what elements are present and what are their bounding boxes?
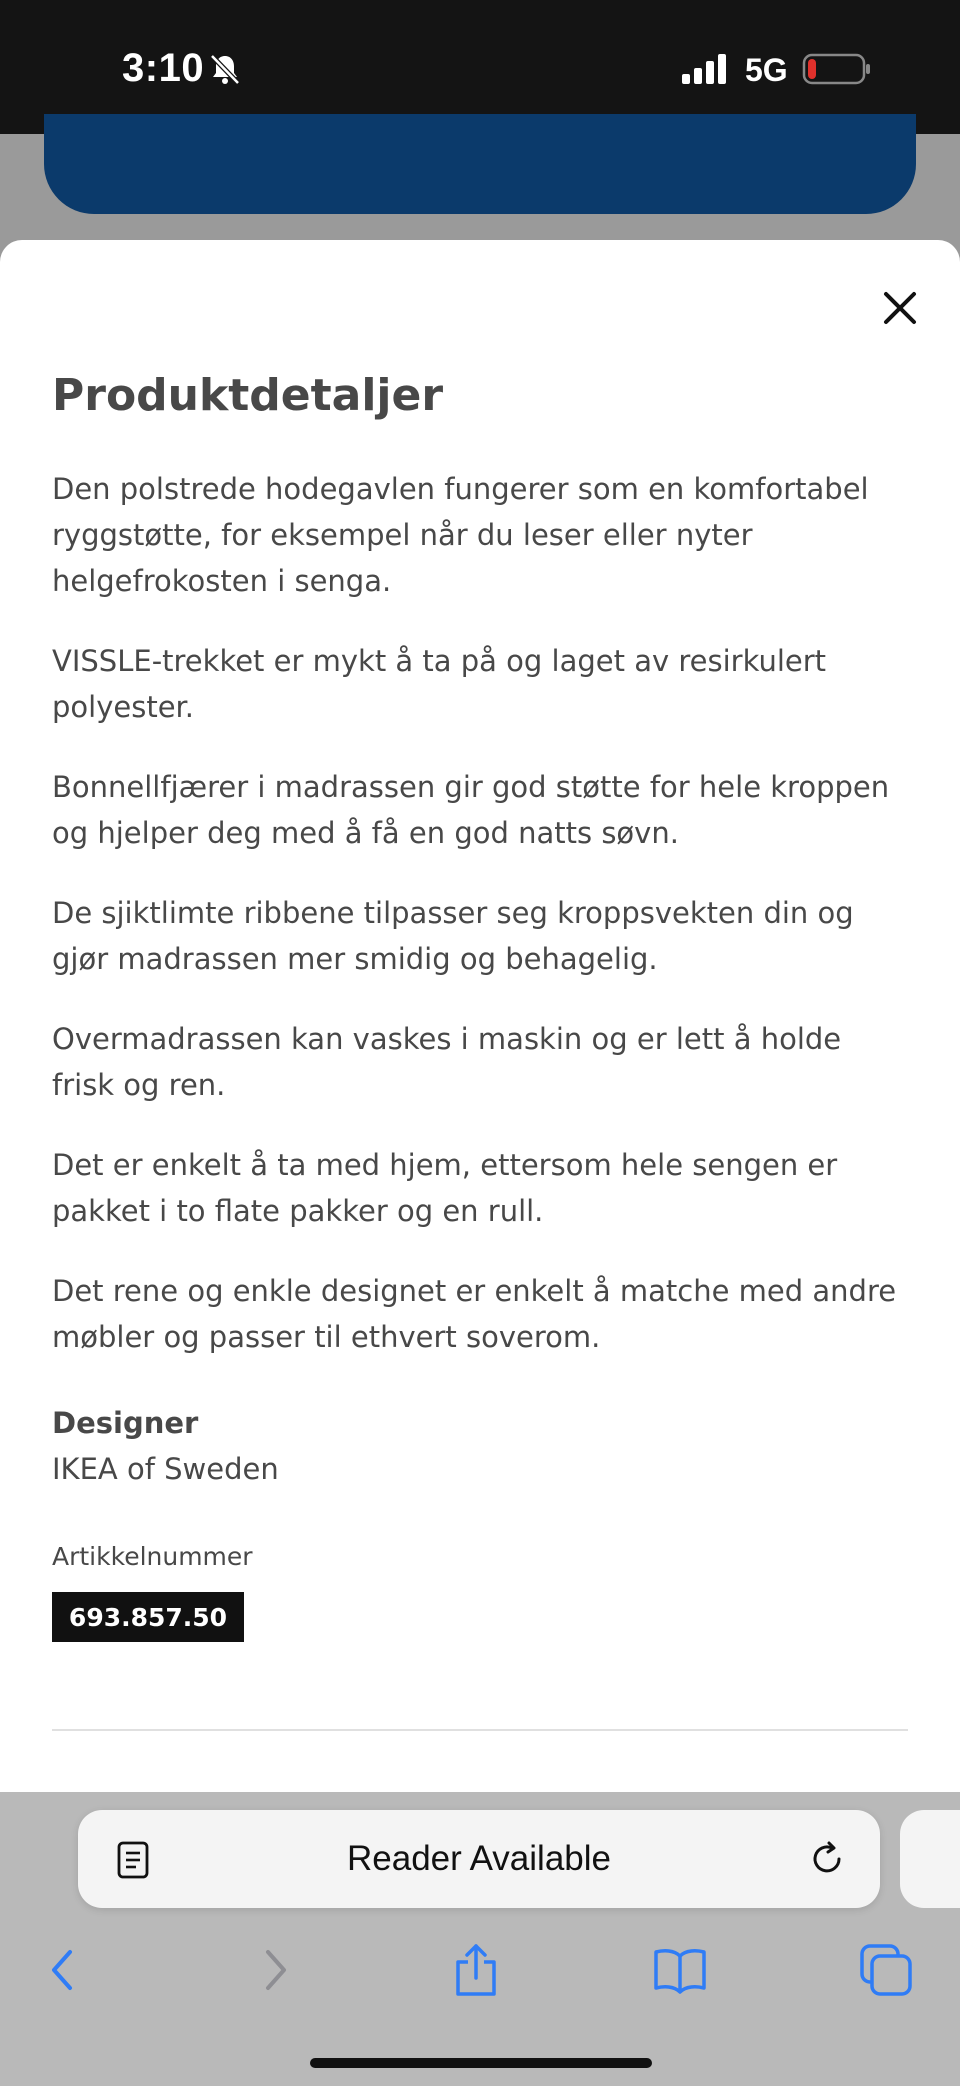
- description-paragraph: VISSLE-trekket er mykt å ta på og laget av resirkulert polyester.: [52, 644, 827, 724]
- description-paragraph: Overmadrassen kan vaskes i maskin og er lett å holde frisk og ren.: [52, 1022, 842, 1102]
- reload-icon[interactable]: [808, 1840, 846, 1878]
- designer-info: [52, 1400, 279, 1492]
- divider: [52, 1729, 908, 1731]
- article-number-label: Artikkelnummer: [52, 1542, 253, 1571]
- address-text: Reader Available: [347, 1839, 611, 1878]
- description-paragraph: Det rene og enkle designet er enkelt å matche med andre møbler og passer til ethvert soverom.: [52, 1274, 897, 1354]
- address-bar[interactable]: [78, 1810, 880, 1908]
- designer-value: IKEA of Sweden: [52, 1452, 279, 1486]
- description-paragraph: Det er enkelt å ta med hjem, ettersom hele sengen er pakket i to flate pakker og en rull.: [52, 1148, 838, 1228]
- tabs-icon[interactable]: [858, 1942, 914, 1998]
- article-number-badge: 693.857.50: [52, 1592, 244, 1642]
- background-page: [0, 134, 960, 240]
- network-type: 5G: [745, 52, 788, 88]
- browser-toolbar: [0, 1792, 960, 2086]
- next-tab-preview[interactable]: [900, 1810, 960, 1908]
- share-icon[interactable]: [448, 1942, 504, 1998]
- home-indicator: [310, 2058, 652, 2068]
- battery-icon: [802, 52, 872, 86]
- back-icon[interactable]: [36, 1942, 92, 1998]
- forward-icon[interactable]: [246, 1942, 302, 1998]
- designer-label: Designer: [52, 1406, 199, 1440]
- description-paragraph: Den polstrede hodegavlen fungerer som en komfortabel ryggstøtte, for eksempel når du leser eller nyter helgefrokosten i senga.: [52, 472, 869, 598]
- description-paragraph: Bonnellfjærer i madrassen gir god støtte for hele kroppen og hjelper deg med å få en god natts søvn.: [52, 770, 890, 850]
- close-icon: [883, 291, 917, 325]
- close-button[interactable]: [872, 280, 928, 336]
- add-to-bag-button-dimmed: [44, 114, 916, 214]
- bell-muted-icon: [208, 52, 242, 86]
- sheet-title: Produktdetaljer: [52, 370, 444, 421]
- status-time: 3:10: [122, 46, 205, 90]
- description-paragraph: De sjiktlimte ribbene tilpasser seg kroppsvekten din og gjør madrassen mer smidig og behagelig.: [52, 896, 854, 976]
- product-details-sheet: [0, 240, 960, 1792]
- cell-signal-icon: [680, 52, 730, 86]
- bookmarks-icon[interactable]: [652, 1942, 708, 1998]
- product-description: [52, 466, 912, 1394]
